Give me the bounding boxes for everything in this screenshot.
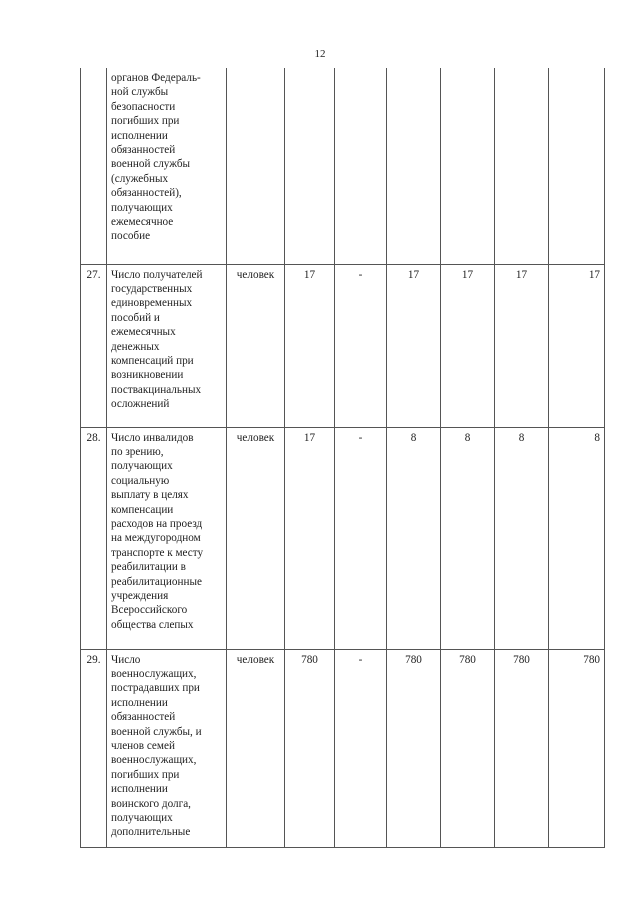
value-cell xyxy=(441,68,495,264)
value-cell xyxy=(335,68,387,264)
value-cell: 8 xyxy=(495,427,549,649)
indicator-name: Число получателей государственных единовременных пособий и ежемесячных денежных компенсаций при возникновении поствакцинальных осложнений xyxy=(107,264,227,427)
value-cell xyxy=(285,68,335,264)
value-cell: 17 xyxy=(285,264,335,427)
value-cell: 8 xyxy=(387,427,441,649)
indicators-table xyxy=(80,68,605,848)
value-cell: 17 xyxy=(495,264,549,427)
table-row xyxy=(81,649,605,847)
row-number: 27. xyxy=(81,264,107,427)
row-number xyxy=(81,68,107,264)
value-cell: 780 xyxy=(285,649,335,847)
unit-cell xyxy=(227,68,285,264)
row-number: 29. xyxy=(81,649,107,847)
value-cell: 8 xyxy=(441,427,495,649)
value-cell: 17 xyxy=(549,264,605,427)
value-cell: 780 xyxy=(495,649,549,847)
unit-cell: человек xyxy=(227,427,285,649)
unit-cell: человек xyxy=(227,264,285,427)
value-cell: - xyxy=(335,264,387,427)
unit-cell: человек xyxy=(227,649,285,847)
indicator-name: Число военнослужащих, пострадавших при исполнении обязанностей военной службы, и членов семей военнослужащих, погибших при исполнении воинского долга, получающих дополнительные xyxy=(107,649,227,847)
value-cell: 17 xyxy=(387,264,441,427)
indicator-name: Число инвалидов по зрению, получающих социальную выплату в целях компенсации расходов на проезд на междугородном транспорте к месту реабилитации в реабилитационные учреждения Всероссийского общества слепых xyxy=(107,427,227,649)
value-cell: 780 xyxy=(387,649,441,847)
value-cell: 17 xyxy=(285,427,335,649)
table-row xyxy=(81,264,605,427)
table-row xyxy=(81,427,605,649)
table-row xyxy=(81,68,605,264)
value-cell xyxy=(495,68,549,264)
value-cell: 8 xyxy=(549,427,605,649)
value-cell: 17 xyxy=(441,264,495,427)
value-cell: - xyxy=(335,649,387,847)
value-cell xyxy=(387,68,441,264)
row-number: 28. xyxy=(81,427,107,649)
value-cell: - xyxy=(335,427,387,649)
value-cell: 780 xyxy=(441,649,495,847)
value-cell xyxy=(549,68,605,264)
page-number: 12 xyxy=(314,48,326,60)
value-cell: 780 xyxy=(549,649,605,847)
indicator-name: органов Федераль- ной службы безопасности погибших при исполнении обязанностей военной службы (служебных обязанностей), получающих ежемесячное пособие xyxy=(107,68,227,264)
